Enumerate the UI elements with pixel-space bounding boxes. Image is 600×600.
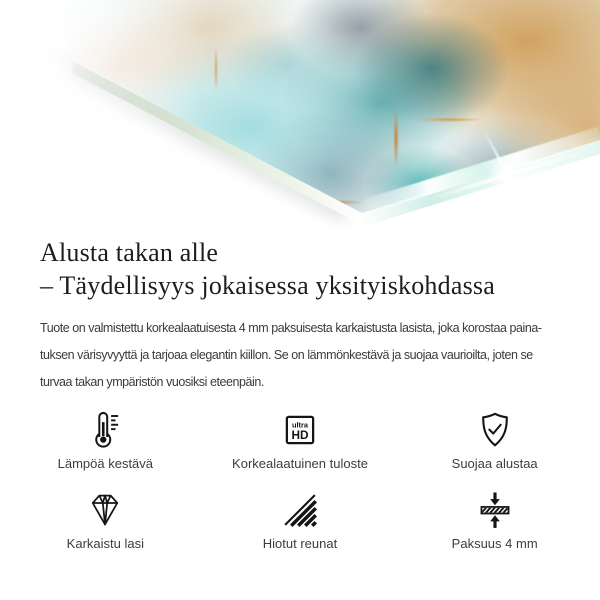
feature-thickness: [397, 488, 592, 552]
svg-text:ultra: ultra: [291, 420, 309, 430]
left-blur-fade: [0, 0, 600, 230]
diamond-icon: [84, 488, 126, 532]
description-line: Tuote on valmistettu korkealaatuisesta 4 mm paksuisesta karkaistusta lasista, joka korostaa paina-: [40, 321, 542, 335]
feature-label: Karkaistu lasi: [66, 536, 144, 551]
feature-ultra-hd-print: [203, 408, 398, 472]
feature-tempered-glass: [8, 488, 203, 552]
svg-text:HD: HD: [291, 428, 309, 443]
product-description: [40, 315, 566, 396]
description-line: turvaa takan ympäristön vuosiksi eteenpäin.: [40, 375, 264, 389]
section-title-line1: Alusta takan alle: [40, 238, 219, 267]
feature-label: Lämpöä kestävä: [57, 456, 154, 471]
feature-label: Hiotut reunat: [262, 536, 338, 551]
description-line: tuksen värisyvyyttä ja tarjoaa elegantin kiillon. Se on lämmönkestävä ja suojaa vaurioilta, joten se: [40, 348, 533, 362]
shield-check-icon: [474, 408, 516, 452]
product-photo-glass-panel: [0, 0, 600, 230]
thermometer-icon: [84, 408, 126, 452]
description-section: [0, 230, 600, 396]
feature-label: Paksuus 4 mm: [451, 536, 538, 551]
features-grid: [8, 408, 592, 552]
feature-heat-resistant: [8, 408, 203, 472]
polished-edges-icon: [279, 488, 321, 532]
feature-label: Suojaa alustaa: [451, 456, 538, 471]
thickness-icon: [474, 488, 516, 532]
feature-protects-surface: [397, 408, 592, 472]
ultra-hd-icon: [279, 408, 321, 452]
section-title: [40, 236, 566, 302]
feature-polished-edges: [203, 488, 398, 552]
feature-label: Korkealaatuinen tuloste: [232, 456, 368, 471]
section-title-line2: – Täydellisyys jokaisessa yksityiskohdassa: [40, 271, 495, 300]
